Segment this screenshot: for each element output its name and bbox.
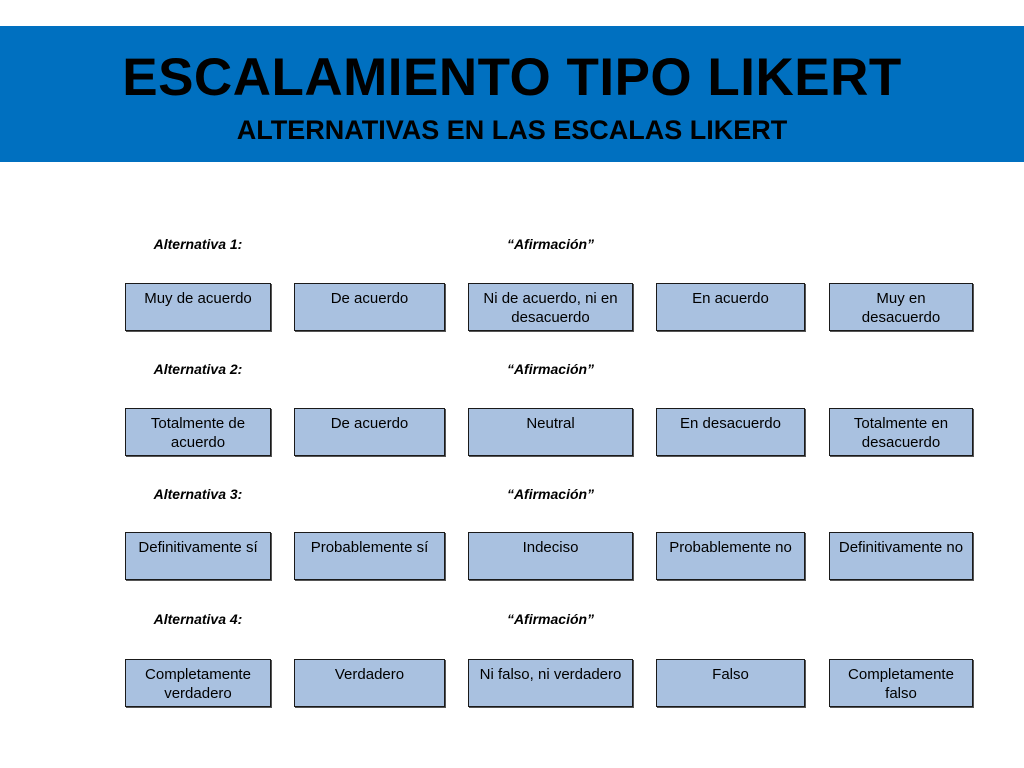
slide-subtitle: ALTERNATIVAS EN LAS ESCALAS LIKERT (236, 115, 788, 145)
alternative-1-option-5: Muy en desacuerdo (829, 283, 973, 331)
alternative-2-option-3: Neutral (468, 408, 633, 456)
alternative-4-option-3: Ni falso, ni verdadero (468, 659, 633, 707)
alternative-3-option-5: Definitivamente no (829, 532, 973, 580)
alternative-3-option-2: Probablemente sí (294, 532, 445, 580)
alternative-1-label: Alternativa 1: (153, 236, 243, 252)
alternative-2-label: Alternativa 2: (153, 361, 243, 377)
alternative-4-option-5: Completamente falso (829, 659, 973, 707)
alternative-1-affirmation: “Afirmación” (506, 236, 595, 252)
slide-title: ESCALAMIENTO TIPO LIKERT (122, 48, 902, 107)
alternative-2-option-1: Totalmente de acuerdo (125, 408, 271, 456)
alternative-4-option-1: Completamente verdadero (125, 659, 271, 707)
alternative-1-option-4: En acuerdo (656, 283, 805, 331)
alternative-2-option-4: En desacuerdo (656, 408, 805, 456)
alternative-4-option-4: Falso (656, 659, 805, 707)
alternative-4-affirmation: “Afirmación” (506, 611, 595, 627)
alternative-3-option-1: Definitivamente sí (125, 532, 271, 580)
alternative-2-option-2: De acuerdo (294, 408, 445, 456)
alternative-1-option-3: Ni de acuerdo, ni en desacuerdo (468, 283, 633, 331)
alternative-1-option-1: Muy de acuerdo (125, 283, 271, 331)
alternative-3-option-4: Probablemente no (656, 532, 805, 580)
alternative-2-option-5: Totalmente en desacuerdo (829, 408, 973, 456)
alternative-1-option-2: De acuerdo (294, 283, 445, 331)
alternative-3-affirmation: “Afirmación” (506, 486, 595, 502)
alternative-3-label: Alternativa 3: (153, 486, 243, 502)
alternative-4-option-2: Verdadero (294, 659, 445, 707)
alternative-2-affirmation: “Afirmación” (506, 361, 595, 377)
alternative-3-option-3: Indeciso (468, 532, 633, 580)
alternative-4-label: Alternativa 4: (153, 611, 243, 627)
